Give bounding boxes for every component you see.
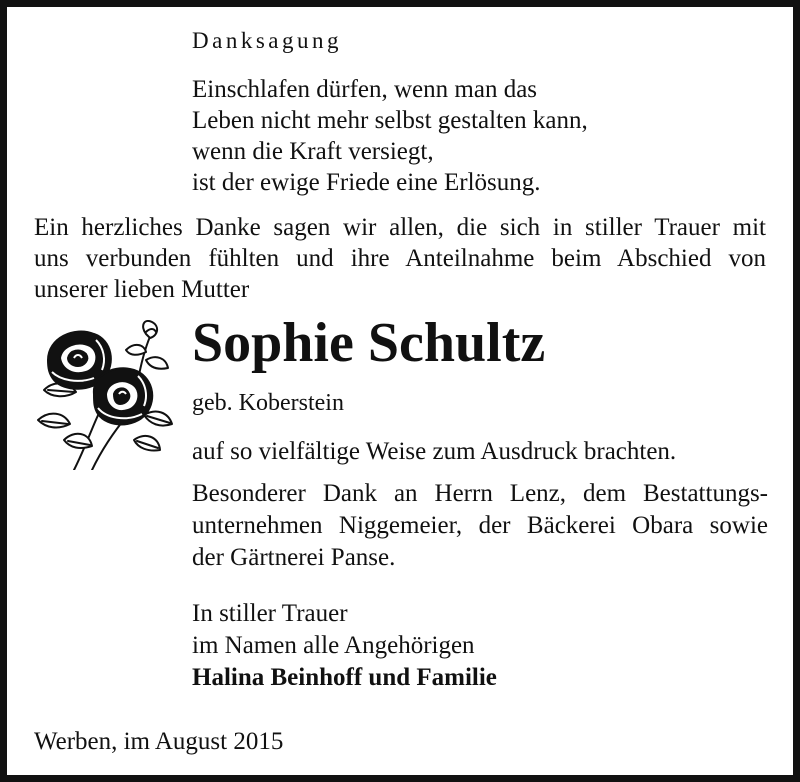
expression-line: auf so vielfältige Weise zum Ausdruck brachten. bbox=[192, 438, 677, 465]
closing-line: In stiller Trauer bbox=[192, 600, 348, 627]
poem-line: Leben nicht mehr selbst gestalten kann, bbox=[192, 107, 588, 134]
thanks-line: der Gärtnerei Panse. bbox=[192, 544, 396, 571]
intro-line: uns verbunden fühlten und ihre Anteilnahme beim Abschied von bbox=[34, 245, 766, 272]
thanks-line: Besonderer Dank an Herrn Lenz, dem Bestattungs- bbox=[192, 480, 768, 507]
poem bbox=[192, 74, 588, 198]
intro-line: Ein herzliches Danke sagen wir allen, die sich in stiller Trauer mit bbox=[34, 214, 766, 241]
closing-line: im Namen alle Angehörigen bbox=[192, 632, 475, 659]
deceased-name: Sophie Schultz bbox=[192, 312, 546, 374]
closing-block bbox=[192, 598, 497, 694]
signatory: Halina Beinhoff und Familie bbox=[192, 664, 497, 691]
poem-line: wenn die Kraft versiegt, bbox=[192, 138, 434, 165]
notice-heading: Danksagung bbox=[192, 28, 342, 53]
poem-line: Einschlafen dürfen, wenn man das bbox=[192, 76, 538, 103]
place-date: Werben, im August 2015 bbox=[34, 728, 284, 755]
roses-icon bbox=[34, 320, 174, 470]
birth-name: geb. Koberstein bbox=[192, 390, 344, 416]
thanks-line: unternehmen Niggemeier, der Bäckerei Obara sowie bbox=[192, 512, 768, 539]
intro-paragraph bbox=[34, 212, 766, 305]
thanks-paragraph bbox=[192, 478, 768, 574]
intro-line: unserer lieben Mutter bbox=[34, 276, 250, 303]
poem-line: ist der ewige Friede eine Erlösung. bbox=[192, 169, 541, 196]
